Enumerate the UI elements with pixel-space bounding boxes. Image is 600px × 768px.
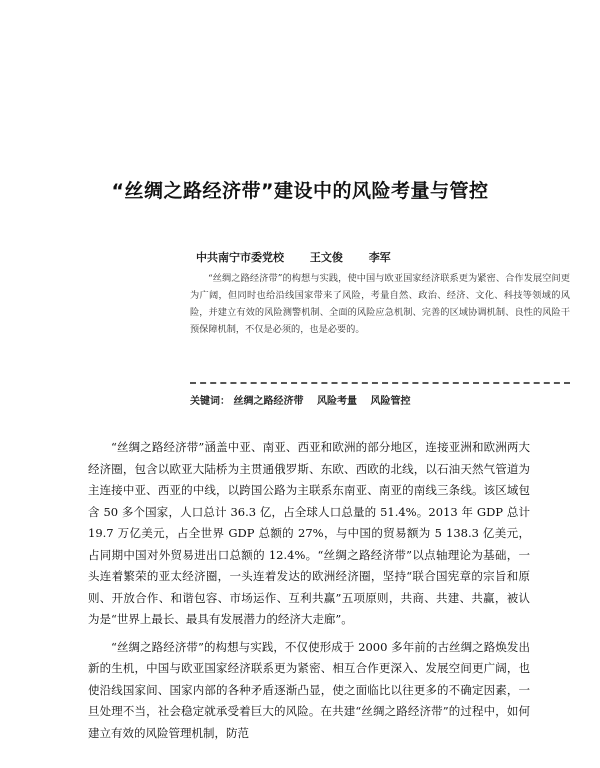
keywords — [190, 392, 420, 407]
author-name-2: 李军 — [368, 251, 391, 264]
body-text — [88, 437, 530, 750]
keyword-item: 风险管控 — [370, 396, 411, 407]
keywords-label: 关键词： — [190, 396, 230, 407]
article-title: “丝绸之路经济带”建设中的风险考量与管控 — [111, 180, 489, 202]
author-name-1: 王文俊 — [309, 251, 343, 264]
author-affiliation: 中共南宁市委党校 — [196, 251, 284, 264]
abstract-divider — [190, 382, 570, 384]
keyword-item: 丝绸之路经济带 — [233, 396, 304, 407]
keyword-item: 风险考量 — [316, 396, 357, 407]
author-line — [196, 249, 413, 265]
abstract: “丝绸之路经济带”的构想与实践，使中国与欧亚国家经济联系更为紧密、合作发展空间更为广阔，但同时也给沿线国家带来了风险，考量自然、政治、经济、文化、科技等领域的风险，并建立有效的风险测警机制、全面的风险应急机制、完善的区域协调机制、良性的风险干预保障机制，不仅是必须的，也是必要的。 — [190, 273, 570, 335]
body-paragraph-2: “丝绸之路经济带”的构想与实践，不仅使形成于 2000 多年前的古丝绸之路焕发出新的生机，中国与欧亚国家经济联系更为紧密、相互合作更深入、发展空间更广阔，也使沿线国家间、国家内部的各种矛盾逐渐凸显，使之面临比以往更多的不确定因素，一旦处理不当，社会稳定就承受着巨大的风险。在共建“丝绸之路经济带”的过程中，如何建立有效的风险管理机制，防范 — [88, 639, 530, 740]
body-paragraph-1: “丝绸之路经济带”涵盖中亚、南亚、西亚和欧洲的部分地区，连接亚洲和欧洲两大经济圈，包含以欧亚大陆桥为主贯通俄罗斯、东欧、西欧的北线，以石油天然气管道为主连接中亚、西亚的中线，以跨国公路为主联系东南亚、南亚的南线三条线。该区域包含 50 多个国家，人口总计 36.3 亿，占全球人口总量的 51.4%。2013 年 GDP 总计 19.7 万亿美元，占全世界 GDP 总额的 27%，与中国的贸易额为 5 138.3 亿美元，占同期中国对外贸易进出口总额的 12.4%。“丝绸之路经济带”以点轴理论为基础，一头连着繁荣的亚太经济圈，一头连着发达的欧洲经济圈，坚持“联合国宪章的宗旨和原则、开放合作、和谐包容、市场运作、互利共赢”五项原则，共商、共建、共赢，被认为是“世界上最长、最具有发展潜力的经济大走廊”。 — [88, 440, 530, 626]
